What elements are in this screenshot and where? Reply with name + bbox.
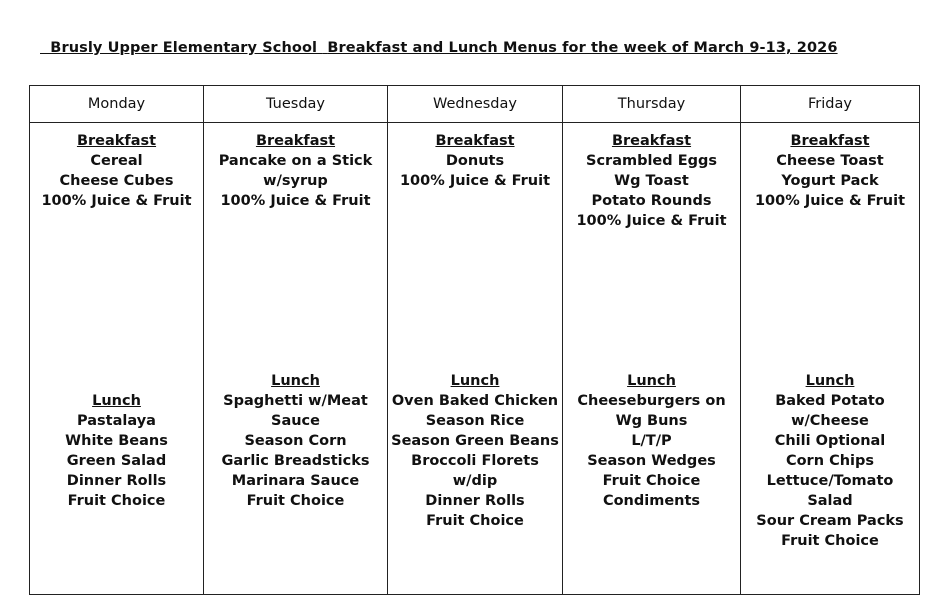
lunch-item: Sour Cream Packs: [756, 513, 904, 529]
breakfast-block: [563, 131, 740, 231]
menu-cell-wednesday: [388, 123, 563, 595]
day-header-tuesday: Tuesday: [204, 86, 388, 123]
lunch-block: [388, 371, 562, 531]
breakfast-heading: Breakfast: [435, 133, 515, 149]
lunch-heading: Lunch: [271, 373, 320, 389]
lunch-item: Green Salad: [66, 453, 167, 469]
lunch-item: w/dip: [452, 473, 498, 489]
breakfast-block: [388, 131, 562, 191]
lunch-item: Garlic Breadsticks: [221, 453, 370, 469]
breakfast-item: w/syrup: [263, 173, 328, 189]
breakfast-item: Cheese Toast: [776, 153, 884, 169]
breakfast-block: [30, 131, 203, 211]
day-header-thursday: Thursday: [563, 86, 741, 123]
lunch-item: Cheeseburgers on: [577, 393, 726, 409]
breakfast-item: Scrambled Eggs: [586, 153, 717, 169]
lunch-item: Broccoli Florets: [411, 453, 539, 469]
lunch-item: Season Wedges: [587, 453, 716, 469]
day-header-wednesday: Wednesday: [388, 86, 563, 123]
lunch-item: L/T/P: [631, 433, 672, 449]
lunch-block: [741, 371, 919, 551]
lunch-item: White Beans: [65, 433, 168, 449]
breakfast-block: [741, 131, 919, 211]
lunch-item: Lettuce/Tomato: [766, 473, 894, 489]
lunch-item: Spaghetti w/Meat: [223, 393, 368, 409]
breakfast-item: Potato Rounds: [591, 193, 712, 209]
breakfast-item: Donuts: [445, 153, 505, 169]
day-header-row: [30, 86, 920, 123]
menu-cell-friday: [741, 123, 920, 595]
breakfast-heading: Breakfast: [76, 133, 157, 149]
breakfast-item: 100% Juice & Fruit: [41, 193, 192, 209]
menu-cell-monday: [30, 123, 204, 595]
lunch-item: Season Green Beans: [391, 433, 559, 449]
lunch-item: Wg Buns: [615, 413, 688, 429]
lunch-block: [204, 371, 387, 511]
lunch-item: Condiments: [602, 493, 701, 509]
lunch-item: Dinner Rolls: [66, 473, 167, 489]
lunch-block: [563, 371, 740, 511]
breakfast-item: Cereal: [90, 153, 143, 169]
menu-table: [29, 85, 920, 595]
lunch-heading: Lunch: [627, 373, 676, 389]
lunch-item: Chili Optional: [774, 433, 886, 449]
lunch-item: Baked Potato: [775, 393, 885, 409]
breakfast-heading: Breakfast: [611, 133, 692, 149]
breakfast-item: 100% Juice & Fruit: [399, 173, 551, 189]
breakfast-item: Yogurt Pack: [781, 173, 879, 189]
page-title: [40, 40, 838, 56]
lunch-block: [30, 391, 203, 511]
menu-row: [30, 123, 920, 595]
breakfast-heading: Breakfast: [255, 133, 336, 149]
title-week: Breakfast and Lunch Menus for the week of March 9-13, 2026: [327, 40, 838, 56]
lunch-item: Pastalaya: [77, 413, 156, 429]
breakfast-item: 100% Juice & Fruit: [576, 213, 727, 229]
lunch-item: Season Rice: [425, 413, 525, 429]
day-header-friday: Friday: [741, 86, 920, 123]
lunch-heading: Lunch: [805, 373, 855, 389]
breakfast-item: Wg Toast: [614, 173, 689, 189]
lunch-heading: Lunch: [450, 373, 500, 389]
lunch-item: Corn Chips: [785, 453, 875, 469]
breakfast-item: Pancake on a Stick: [218, 153, 373, 169]
breakfast-block: [204, 131, 387, 211]
lunch-item: Fruit Choice: [67, 493, 166, 509]
lunch-item: Oven Baked Chicken: [391, 393, 559, 409]
lunch-item: Dinner Rolls: [425, 493, 525, 509]
lunch-item: Sauce: [271, 413, 320, 429]
lunch-item: Fruit Choice: [426, 513, 524, 529]
breakfast-item: 100% Juice & Fruit: [754, 193, 906, 209]
lunch-item: Salad: [807, 493, 853, 509]
lunch-item: Fruit Choice: [781, 533, 879, 549]
title-school: Brusly Upper Elementary School: [40, 40, 323, 56]
day-header-monday: Monday: [30, 86, 204, 123]
breakfast-item: Cheese Cubes: [59, 173, 174, 189]
lunch-item: w/Cheese: [791, 413, 869, 429]
menu-cell-thursday: [563, 123, 741, 595]
lunch-item: Season Corn: [244, 433, 347, 449]
breakfast-item: 100% Juice & Fruit: [220, 193, 371, 209]
lunch-heading: Lunch: [92, 393, 141, 409]
lunch-item: Marinara Sauce: [231, 473, 360, 489]
menu-cell-tuesday: [204, 123, 388, 595]
breakfast-heading: Breakfast: [790, 133, 870, 149]
lunch-item: Fruit Choice: [602, 473, 701, 489]
lunch-item: Fruit Choice: [246, 493, 345, 509]
